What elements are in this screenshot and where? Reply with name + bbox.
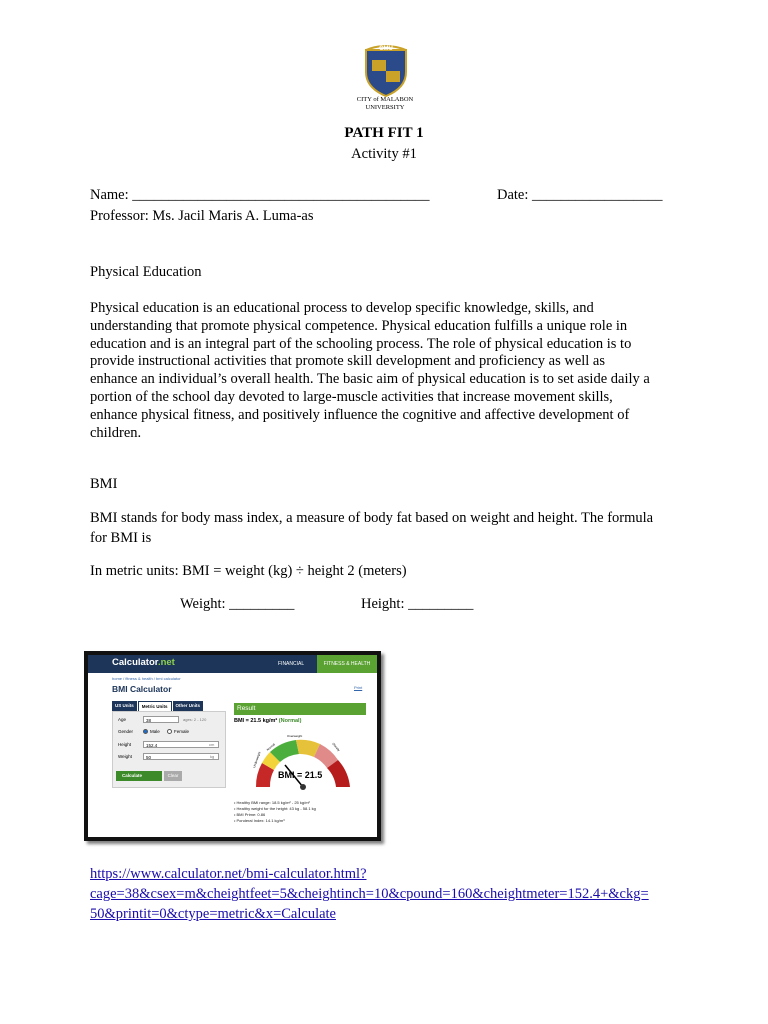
gender-label: Gender xyxy=(118,729,134,734)
date-field-line: Date: __________________ xyxy=(497,187,663,203)
nav-fitness-health: FITNESS & HEALTH xyxy=(317,655,377,673)
logo-caption-line2: UNIVERSITY xyxy=(365,104,405,111)
weight-label: Weight xyxy=(118,754,132,759)
tab-metric-units: Metric Units xyxy=(138,701,172,711)
gauge-bmi-label: BMI = 21.5 xyxy=(278,770,323,780)
clear-button: Clear xyxy=(164,771,182,781)
result-bullet-text: Ponderal Index: 14.1 kg/m³ xyxy=(236,818,285,823)
gauge-label-underweight: Underweight xyxy=(252,751,262,769)
calculate-button: Calculate xyxy=(116,771,162,781)
paragraph-line: children. xyxy=(90,424,142,441)
result-bullet: • Healthy BMI range: 18.5 kg/m² - 25 kg/m² xyxy=(234,800,310,805)
link-line[interactable]: https://www.calculator.net/bmi-calculator.html? xyxy=(90,866,367,882)
tab-us-units: US Units xyxy=(112,701,137,711)
calculator-header-bar xyxy=(88,655,377,673)
page-title: PATH FIT 1 xyxy=(344,125,424,141)
result-bullet: • Healthy weight for the height: 43 kg - 58.1 kg xyxy=(234,806,316,811)
tab-other-units: Other Units xyxy=(173,701,204,711)
logo-initials: CMU xyxy=(379,46,393,52)
brand-suffix: .net xyxy=(157,657,175,668)
male-label: Male xyxy=(150,729,160,734)
page-subtitle: Activity #1 xyxy=(351,146,417,162)
brand-name: Calculator xyxy=(112,657,158,668)
section-heading-physical-education: Physical Education xyxy=(90,264,202,280)
result-bullet-text: Healthy weight for the height: 43 kg - 58.1 kg xyxy=(236,806,316,811)
age-hint: ages: 2 - 120 xyxy=(183,717,207,722)
name-field-line: Name: _________________________________________ xyxy=(90,187,430,203)
bmi-description-line1: BMI stands for body mass index, a measure of body fat based on weight and height. The formula xyxy=(90,510,654,526)
result-heading: Result xyxy=(234,703,366,715)
bmi-formula: In metric units: BMI = weight (kg) ÷ height 2 (meters) xyxy=(90,563,407,579)
paragraph-line: education and is an integral part of the schooling process. The role of physical education is to xyxy=(90,335,632,352)
female-label: Female xyxy=(174,729,190,734)
age-input: 38 xyxy=(143,716,179,723)
print-link: Print xyxy=(354,685,363,690)
bmi-calculator-screenshot xyxy=(84,651,381,841)
result-class: (Normal) xyxy=(278,718,302,724)
logo-caption-line1: CITY of MALABON xyxy=(356,96,414,103)
result-line xyxy=(234,718,301,724)
gauge-label-obesity: Obesity xyxy=(331,741,341,753)
paragraph-line: understanding that promote physical competence. Physical education fulfills a unique role in xyxy=(90,317,628,334)
height-input: 152.4 xyxy=(143,741,219,748)
breadcrumb: home / fitness & health / bmi calculator xyxy=(112,676,181,681)
result-value: BMI = 21.5 kg/m² xyxy=(234,718,278,724)
age-label: Age xyxy=(118,717,127,722)
result-bullet-text: BMI Prime: 0.86 xyxy=(236,812,266,817)
section-heading-bmi: BMI xyxy=(90,476,118,492)
paragraph-line: Physical education is an educational process to develop specific knowledge, skills, and xyxy=(90,300,594,316)
height-field-line: Height: _________ xyxy=(361,596,474,612)
result-bullet-text: Healthy BMI range: 18.5 kg/m² - 25 kg/m² xyxy=(236,800,310,805)
female-radio xyxy=(167,729,172,734)
paragraph-line: portion of the school day devoted to large-muscle activities that increase movement skills, xyxy=(90,388,613,405)
calculator-page xyxy=(88,655,377,837)
gauge-label-normal: Normal xyxy=(265,742,276,752)
physical-education-paragraph xyxy=(90,300,680,442)
professor-line: Professor: Ms. Jacil Maris A. Luma-as xyxy=(90,208,314,224)
link-line[interactable]: 50&printit=0&ctype=metric&x=Calculate xyxy=(90,906,336,922)
bmi-gauge xyxy=(248,725,358,795)
weight-field-line: Weight: _________ xyxy=(180,596,295,612)
link-line[interactable]: cage=38&csex=m&cheightfeet=5&cheightinch=10&cpound=160&cheightmeter=152.4+&ckg= xyxy=(90,886,649,902)
weight-unit: kg xyxy=(210,754,215,759)
result-bullet: • BMI Prime: 0.86 xyxy=(234,812,266,817)
bmi-description-line2: for BMI is xyxy=(90,530,152,546)
height-unit: cm xyxy=(209,742,215,747)
nav-financial: FINANCIAL xyxy=(278,661,305,667)
male-radio xyxy=(143,729,148,734)
paragraph-line: enhance physical fitness, and positively influence the cognitive and affective development of xyxy=(90,406,630,423)
height-label: Height xyxy=(118,742,132,747)
unit-tabs xyxy=(112,701,204,711)
result-bullet: • Ponderal Index: 14.1 kg/m³ xyxy=(234,818,285,823)
calculator-link[interactable] xyxy=(90,864,690,924)
logo-caption xyxy=(344,96,426,112)
calculator-brand xyxy=(112,657,175,668)
weight-input: 50 xyxy=(143,753,219,760)
calculator-title: BMI Calculator xyxy=(112,684,172,694)
paragraph-line: enhance an individual’s overall health. The basic aim of physical education is to set aside daily a xyxy=(90,371,650,388)
gauge-hub xyxy=(300,784,306,790)
paragraph-line: provide instructional activities that promote skill development and proficiency as well as xyxy=(90,353,606,370)
gauge-label-overweight: Overweight xyxy=(287,734,303,738)
